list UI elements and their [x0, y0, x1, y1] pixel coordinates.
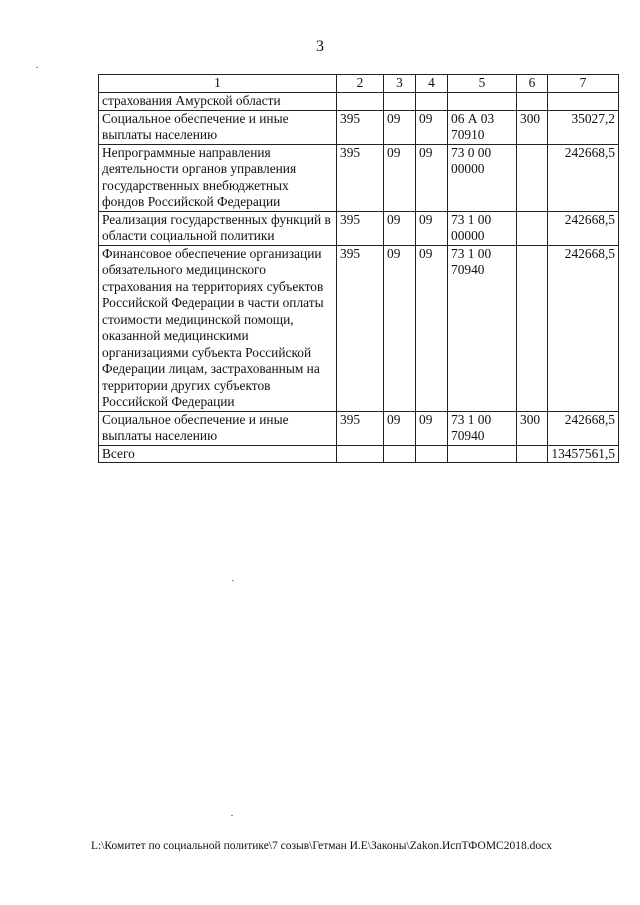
cell-expense-type	[517, 93, 548, 111]
cell-target-article: 73 1 00 70940	[448, 411, 517, 445]
cell-ministry-code: 395	[337, 245, 384, 411]
cell-ministry-code: 395	[337, 110, 384, 144]
cell-amount	[548, 93, 619, 111]
cell-ministry-code: 395	[337, 211, 384, 245]
column-header: 2	[337, 75, 384, 93]
table-row	[99, 245, 619, 411]
cell-section: 09	[384, 211, 416, 245]
cell-amount: 35027,2	[548, 110, 619, 144]
row-name: Непрограммные направления деятельности органов управления государственных внебюджетных фондов Российской Федерации	[99, 144, 337, 211]
column-header: 3	[384, 75, 416, 93]
cell-expense-type	[517, 445, 548, 463]
cell-subsection: 09	[416, 411, 448, 445]
cell-expense-type	[517, 211, 548, 245]
table-row	[99, 93, 619, 111]
cell-target-article: 73 1 00 00000	[448, 211, 517, 245]
cell-section: 09	[384, 110, 416, 144]
row-name: Реализация государственных функций в области социальной политики	[99, 211, 337, 245]
cell-target-article	[448, 93, 517, 111]
cell-target-article: 73 0 00 00000	[448, 144, 517, 211]
cell-subsection: 09	[416, 211, 448, 245]
cell-section	[384, 93, 416, 111]
scan-speck	[231, 815, 233, 816]
cell-target-article: 06 А 03 70910	[448, 110, 517, 144]
table-row	[99, 110, 619, 144]
cell-subsection	[416, 445, 448, 463]
cell-ministry-code: 395	[337, 411, 384, 445]
cell-section: 09	[384, 411, 416, 445]
budget-table	[98, 74, 619, 463]
total-label: Всего	[99, 445, 337, 463]
cell-subsection: 09	[416, 245, 448, 411]
column-header: 7	[548, 75, 619, 93]
cell-ministry-code: 395	[337, 144, 384, 211]
table-row	[99, 411, 619, 445]
file-path-footer: L:\Комитет по социальной политике\7 созыв\Гетман И.Е\Законы\Zakon.ИспТФОМС2018.docx	[91, 840, 552, 852]
cell-expense-type: 300	[517, 411, 548, 445]
cell-ministry-code	[337, 93, 384, 111]
table-header-row	[99, 75, 619, 93]
cell-ministry-code	[337, 445, 384, 463]
column-header: 1	[99, 75, 337, 93]
cell-amount: 242668,5	[548, 211, 619, 245]
cell-target-article	[448, 445, 517, 463]
total-row	[99, 445, 619, 463]
page-number: 3	[316, 38, 324, 55]
cell-amount: 242668,5	[548, 245, 619, 411]
total-amount: 13457561,5	[548, 445, 619, 463]
cell-section: 09	[384, 144, 416, 211]
row-name: Финансовое обеспечение организации обязательного медицинского страхования на территориях субъектов Российской Федерации в части оплаты стоимости медицинской помощи, оказанной медицинскими организациями субъекта Российской Федерации лицам, застрахованным на территории других субъектов Российской Федерации	[99, 245, 337, 411]
cell-subsection: 09	[416, 144, 448, 211]
cell-subsection	[416, 93, 448, 111]
cell-section: 09	[384, 245, 416, 411]
row-name: страхования Амурской области	[99, 93, 337, 111]
table-row	[99, 211, 619, 245]
column-header: 5	[448, 75, 517, 93]
cell-expense-type	[517, 245, 548, 411]
cell-target-article: 73 1 00 70940	[448, 245, 517, 411]
column-header: 6	[517, 75, 548, 93]
row-name: Социальное обеспечение и иные выплаты населению	[99, 411, 337, 445]
cell-expense-type: 300	[517, 110, 548, 144]
table-row	[99, 144, 619, 211]
cell-subsection: 09	[416, 110, 448, 144]
row-name: Социальное обеспечение и иные выплаты населению	[99, 110, 337, 144]
scan-speck	[36, 67, 38, 68]
cell-section	[384, 445, 416, 463]
scan-speck	[232, 580, 234, 581]
column-header: 4	[416, 75, 448, 93]
cell-amount: 242668,5	[548, 411, 619, 445]
cell-expense-type	[517, 144, 548, 211]
cell-amount: 242668,5	[548, 144, 619, 211]
